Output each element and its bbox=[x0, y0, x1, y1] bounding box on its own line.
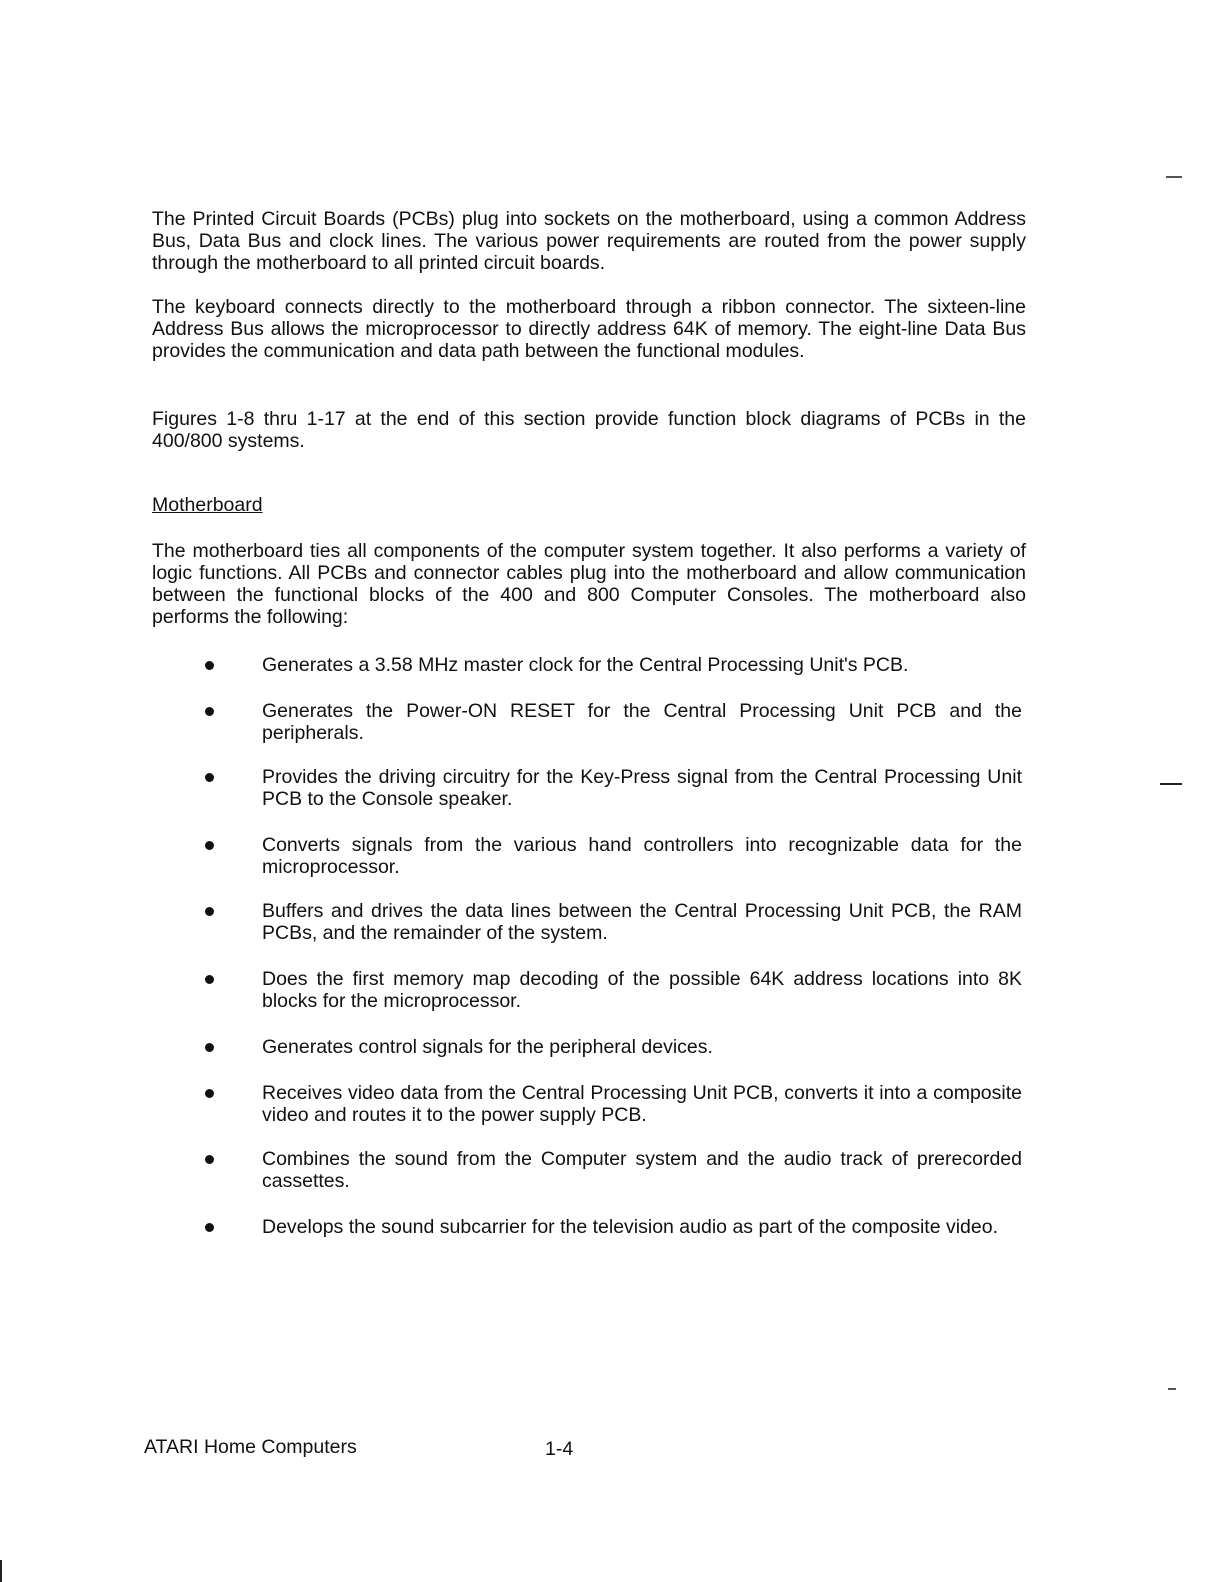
footer-page-number: 1-4 bbox=[545, 1438, 574, 1460]
section-heading-motherboard: Motherboard bbox=[152, 494, 263, 516]
list-item-text: Receives video data from the Central Processing Unit PCB, converts it into a composite video and routes it to the power supply PCB. bbox=[262, 1082, 1022, 1126]
margin-mark bbox=[1166, 176, 1182, 178]
bullet-icon bbox=[205, 661, 214, 670]
bullet-icon bbox=[205, 707, 214, 716]
bullet-icon bbox=[205, 907, 214, 916]
paragraph-figures: Figures 1-8 thru 1-17 at the end of this section provide function block diagrams of PCBs in the 400/800 systems. bbox=[152, 408, 1026, 452]
list-item-text: Generates a 3.58 MHz master clock for the Central Processing Unit's PCB. bbox=[262, 654, 909, 676]
bullet-icon bbox=[205, 975, 214, 984]
bullet-icon bbox=[205, 841, 214, 850]
bullet-icon bbox=[205, 1155, 214, 1164]
margin-mark bbox=[0, 1560, 2, 1582]
bullet-icon bbox=[205, 773, 214, 782]
bullet-icon bbox=[205, 1223, 214, 1232]
list-item-text: Provides the driving circuitry for the Key-Press signal from the Central Processing Unit PCB to the Console speaker. bbox=[262, 766, 1022, 810]
paragraph-keyboard: The keyboard connects directly to the motherboard through a ribbon connector. The sixteen-line Address Bus allows the microprocessor to directly address 64K of memory. The eight-line Data Bus provides the communication and data path between the functional modules. bbox=[152, 296, 1026, 362]
bullet-icon bbox=[205, 1043, 214, 1052]
paragraph-motherboard-intro: The motherboard ties all components of the computer system together. It also performs a variety of logic functions. All PCBs and connector cables plug into the motherboard and allow communication between the functional blocks of the 400 and 800 Computer Consoles. The motherboard also performs the following: bbox=[152, 540, 1026, 628]
list-item-text: Develops the sound subcarrier for the television audio as part of the composite video. bbox=[262, 1216, 999, 1238]
list-item-text: Generates control signals for the peripheral devices. bbox=[262, 1036, 713, 1058]
list-item-text: Combines the sound from the Computer system and the audio track of prerecorded cassettes. bbox=[262, 1148, 1022, 1192]
list-item-text: Does the first memory map decoding of the possible 64K address locations into 8K blocks for the microprocessor. bbox=[262, 968, 1022, 1012]
list-item-text: Generates the Power-ON RESET for the Central Processing Unit PCB and the peripherals. bbox=[262, 700, 1022, 744]
footer-title: ATARI Home Computers bbox=[144, 1436, 357, 1458]
list-item-text: Converts signals from the various hand controllers into recognizable data for the microprocessor. bbox=[262, 834, 1022, 878]
bullet-icon bbox=[205, 1089, 214, 1098]
list-item-text: Buffers and drives the data lines between the Central Processing Unit PCB, the RAM PCBs, and the remainder of the system. bbox=[262, 900, 1022, 944]
margin-mark bbox=[1160, 783, 1182, 785]
paragraph-pcbs: The Printed Circuit Boards (PCBs) plug into sockets on the motherboard, using a common Address Bus, Data Bus and clock lines. The various power requirements are routed from the power supply through the motherboard to all printed circuit boards. bbox=[152, 208, 1026, 274]
margin-mark bbox=[1168, 1388, 1176, 1390]
